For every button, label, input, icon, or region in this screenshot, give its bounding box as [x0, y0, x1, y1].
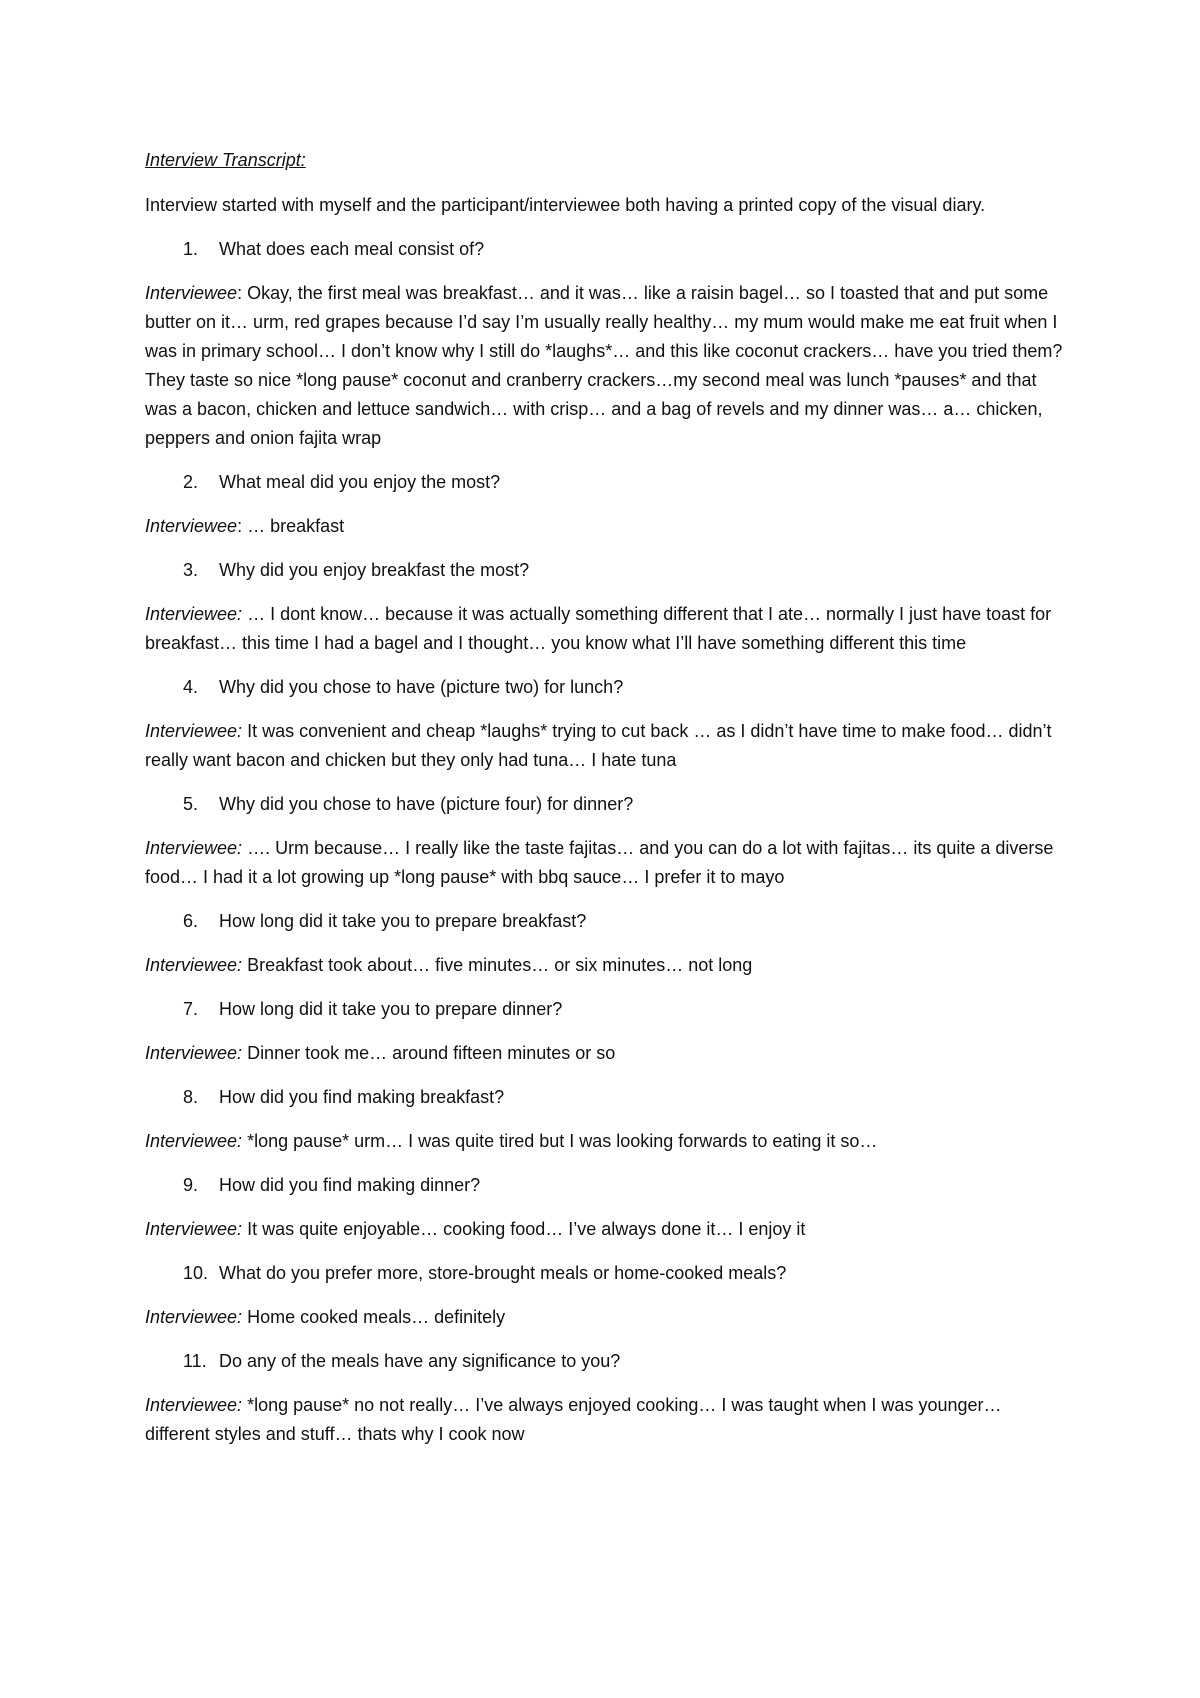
- question-11: [145, 1347, 1065, 1376]
- question-text: Why did you enjoy breakfast the most?: [219, 560, 530, 580]
- document-title: Interview Transcript:: [145, 150, 306, 170]
- question-number: 6.: [183, 911, 199, 931]
- answer-text: Home cooked meals… definitely: [242, 1307, 506, 1327]
- answer-text: Okay, the first meal was breakfast… and it was… like a raisin bagel… so I toasted that and put some butter on it… urm, red grapes because I’d say I’m usually really healthy… my mum would make me eat fruit when I was in primary school… I don’t know why I still do *laughs*… and this like coconut crackers… have you tried them? They taste so nice *long pause* coconut and cranberry crackers…my second meal was lunch *pauses* and that was a bacon, chicken and lettuce sandwich… with crisp… and a bag of revels and my dinner was… a… chicken, peppers and onion fajita wrap: [145, 283, 1063, 448]
- question-10: [145, 1259, 1065, 1288]
- speaker-label: Interviewee: [145, 516, 238, 536]
- qa-item-4: [145, 673, 1065, 775]
- answer-6: [145, 951, 1065, 980]
- question-number: 7.: [183, 999, 199, 1019]
- speaker-label: Interviewee:: [145, 1219, 243, 1239]
- speaker-label: Interviewee:: [145, 1043, 243, 1063]
- answer-text: …. Urm because… I really like the taste fajitas… and you can do a lot with fajitas… its quite a diverse food… I had it a lot growing up *long pause* with bbq sauce… I prefer it to mayo: [145, 838, 1054, 887]
- answer-8: [145, 1127, 1065, 1156]
- question-number: 3.: [183, 560, 199, 580]
- answer-2: [145, 512, 1065, 541]
- question-6: [145, 907, 1065, 936]
- answer-text: *long pause* urm… I was quite tired but I was looking forwards to eating it so…: [242, 1131, 878, 1151]
- answer-7: [145, 1039, 1065, 1068]
- question-1: [145, 235, 1065, 264]
- question-text: How long did it take you to prepare dinner?: [219, 999, 563, 1019]
- question-number: 2.: [183, 472, 199, 492]
- speaker-label: Interviewee:: [145, 721, 243, 741]
- qa-item-1: [145, 235, 1065, 453]
- speaker-label: Interviewee:: [145, 1307, 243, 1327]
- question-8: [145, 1083, 1065, 1112]
- answer-11: [145, 1391, 1065, 1449]
- question-number: 9.: [183, 1175, 199, 1195]
- answer-5: [145, 834, 1065, 892]
- question-2: [145, 468, 1065, 497]
- answer-text: Breakfast took about… five minutes… or six minutes… not long: [242, 955, 753, 975]
- question-number: 8.: [183, 1087, 199, 1107]
- qa-item-8: [145, 1083, 1065, 1156]
- question-5: [145, 790, 1065, 819]
- question-text: Why did you chose to have (picture two) for lunch?: [219, 677, 624, 697]
- speaker-label: Interviewee:: [145, 604, 243, 624]
- question-text: How long did it take you to prepare breakfast?: [219, 911, 587, 931]
- question-number: 4.: [183, 677, 199, 697]
- speaker-suffix: :: [237, 516, 243, 536]
- document-content: [145, 146, 1065, 1464]
- qa-item-6: [145, 907, 1065, 980]
- answer-9: [145, 1215, 1065, 1244]
- speaker-label: Interviewee:: [145, 1131, 243, 1151]
- speaker-label: Interviewee: [145, 283, 238, 303]
- answer-text: It was convenient and cheap *laughs* trying to cut back … as I didn’t have time to make food… didn’t really want bacon and chicken but they only had tuna… I hate tuna: [145, 721, 1052, 770]
- speaker-label: Interviewee:: [145, 838, 243, 858]
- qa-item-11: [145, 1347, 1065, 1449]
- question-number: 1.: [183, 239, 199, 259]
- question-number: 5.: [183, 794, 199, 814]
- question-7: [145, 995, 1065, 1024]
- question-text: How did you find making dinner?: [219, 1175, 481, 1195]
- qa-item-5: [145, 790, 1065, 892]
- answer-text: … I dont know… because it was actually something different that I ate… normally I just have toast for breakfast… this time I had a bagel and I thought… you know what I’ll have something different this time: [145, 604, 1052, 653]
- question-text: What does each meal consist of?: [219, 239, 485, 259]
- answer-4: [145, 717, 1065, 775]
- qa-item-7: [145, 995, 1065, 1068]
- question-text: How did you find making breakfast?: [219, 1087, 505, 1107]
- qa-item-3: [145, 556, 1065, 658]
- answer-3: [145, 600, 1065, 658]
- question-text: Why did you chose to have (picture four) for dinner?: [219, 794, 634, 814]
- answer-text: Dinner took me… around fifteen minutes or so: [242, 1043, 616, 1063]
- answer-10: [145, 1303, 1065, 1332]
- qa-item-2: [145, 468, 1065, 541]
- speaker-suffix: :: [237, 283, 243, 303]
- answer-1: [145, 279, 1065, 453]
- question-number: 10.: [183, 1263, 209, 1283]
- question-text: Do any of the meals have any significance to you?: [219, 1351, 621, 1371]
- speaker-label: Interviewee:: [145, 955, 243, 975]
- question-number: 11.: [183, 1351, 207, 1371]
- question-3: [145, 556, 1065, 585]
- answer-text: It was quite enjoyable… cooking food… I’ve always done it… I enjoy it: [242, 1219, 806, 1239]
- speaker-label: Interviewee:: [145, 1395, 243, 1415]
- qa-item-10: [145, 1259, 1065, 1332]
- question-4: [145, 673, 1065, 702]
- answer-text: … breakfast: [242, 516, 345, 536]
- qa-item-9: [145, 1171, 1065, 1244]
- intro-paragraph: Interview started with myself and the participant/interviewee both having a printed copy of the visual diary.: [145, 195, 986, 215]
- answer-text: *long pause* no not really… I’ve always enjoyed cooking… I was taught when I was younger…different styles and stuff… thats why I cook now: [145, 1395, 1002, 1444]
- question-9: [145, 1171, 1065, 1200]
- question-text: What do you prefer more, store-brought meals or home-cooked meals?: [219, 1263, 787, 1283]
- question-text: What meal did you enjoy the most?: [219, 472, 501, 492]
